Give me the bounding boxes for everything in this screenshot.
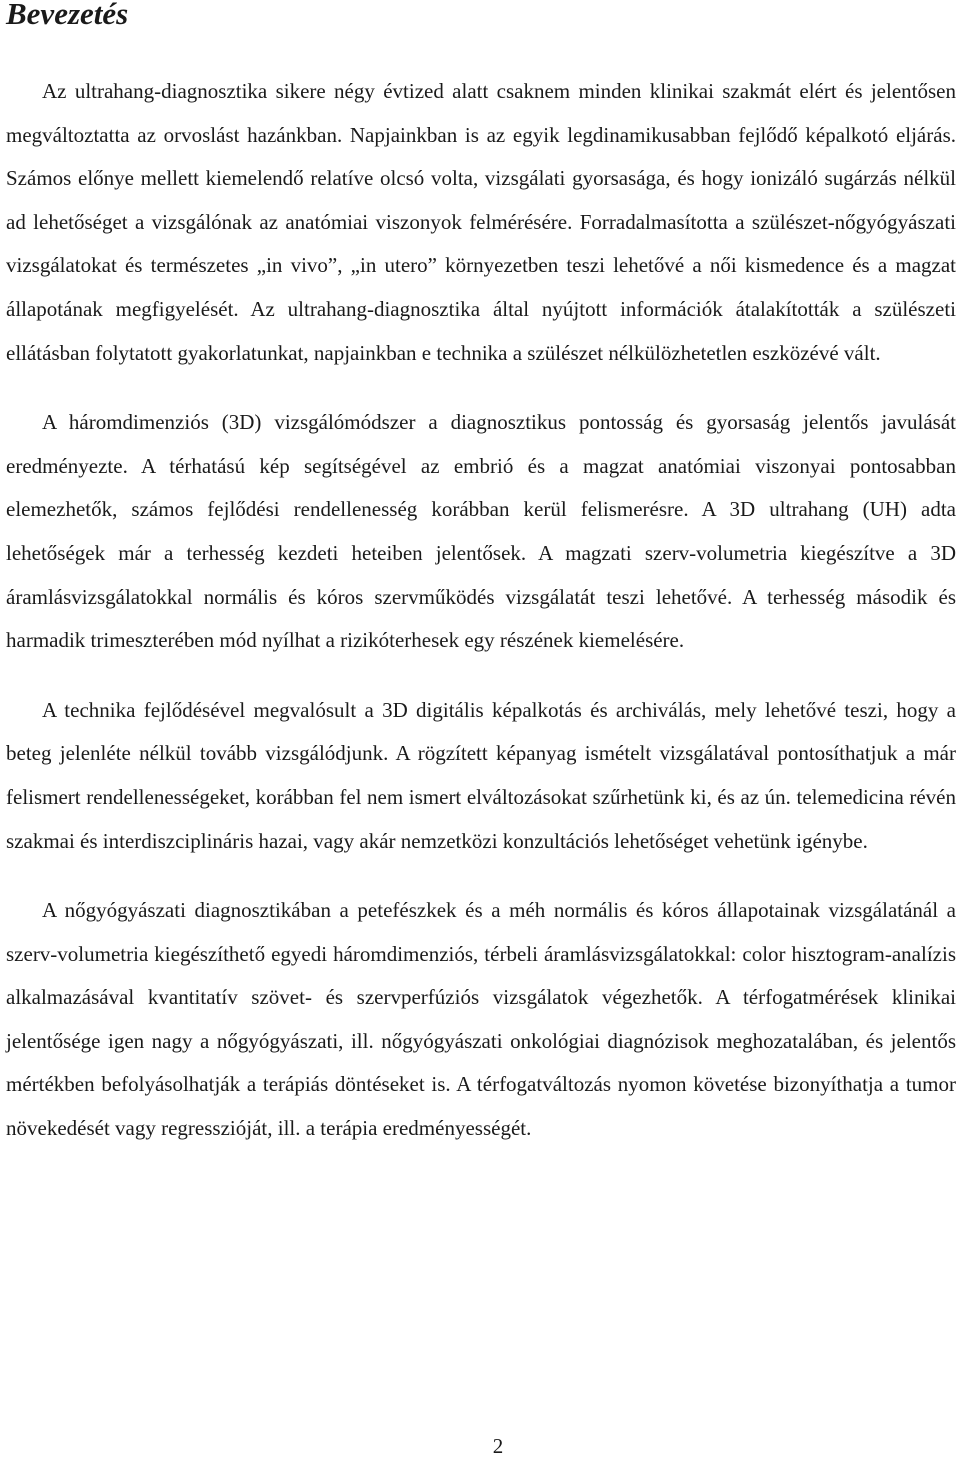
- body-text: [6, 70, 956, 1177]
- page-heading: Bevezetés: [6, 0, 129, 31]
- paragraph: Az ultrahang-diagnosztika sikere négy évtized alatt csaknem minden klinikai szakmát elért és jelentősen megváltoztatta az orvoslást hazánkban. Napjainkban is az egyik legdinamikusabban fejlődő képalkotó eljárás. Számos előnye mellett kiemelendő relatíve olcsó volta, vizsgálati gyorsasága, és hogy ionizáló sugárzás nélkül ad lehetőséget a vizsgálónak az anatómiai viszonyok felmérésére. Forradalmasította a szülészet-nőgyógyászati vizsgálatokat és természetes „in vivo”, „in utero” környezetben teszi lehetővé a női kismedence és a magzat állapotának megfigyelését. Az ultrahang-diagnosztika által nyújtott információk átalakították a szülészeti ellátásban folytatott gyakorlatunkat, napjainkban e technika a szülészet nélkülözhetetlen eszközévé vált.: [6, 79, 956, 365]
- paragraph: A technika fejlődésével megvalósult a 3D digitális képalkotás és archiválás, mely lehetővé teszi, hogy a beteg jelenléte nélkül tovább vizsgálódjunk. A rögzített képanyag ismételt vizsgálatával pontosíthatjuk a már felismert rendellenességeket, korábban fel nem ismert elváltozásokat szűrhetünk ki, és az ún. telemedicina révén szakmai és interdiszciplináris hazai, vagy akár nemzetközi konzultációs lehetőséget vehetünk igénybe.: [6, 697, 956, 853]
- paragraph: A nőgyógyászati diagnosztikában a petefészkek és a méh normális és kóros állapotainak vizsgálatánál a szerv-volumetria kiegészíthető egyedi háromdimenziós, térbeli áramlásvizsgálatokkal: color hisztogram-analízis alkalmazásával kvantitatív szövet- és szervperfúziós vizsgálatok végezhetők. A térfogatmérések klinikai jelentősége igen nagy a nőgyógyászati, ill. nőgyógyászati onkológiai diagnózisok meghozatalában, és jelentős mértékben befolyásolhatják a terápiás döntéseket is. A térfogatváltozás nyomon követése bizonyíthatja a tumor növekedését vagy regresszióját, ill. a terápia eredményességét.: [6, 898, 956, 1141]
- page-number: 2: [492, 1434, 504, 1458]
- paragraph: A háromdimenziós (3D) vizsgálómódszer a diagnosztikus pontosság és gyorsaság jelentős javulását eredményezte. A térhatású kép segítségével az embrió és a magzat anatómiai viszonyai pontosabban elemezhetők, számos fejlődési rendellenesség korábban kerül felismerésre. A 3D ultrahang (UH) adta lehetőségek már a terhesség kezdeti heteiben jelentősek. A magzati szerv-volumetria kiegészítve a 3D áramlásvizsgálatokkal normális és kóros szervműködés vizsgálatát teszi lehetővé. A terhesség második és harmadik trimeszterében mód nyílhat a rizikóterhesek egy részének kiemelésére.: [6, 410, 956, 653]
